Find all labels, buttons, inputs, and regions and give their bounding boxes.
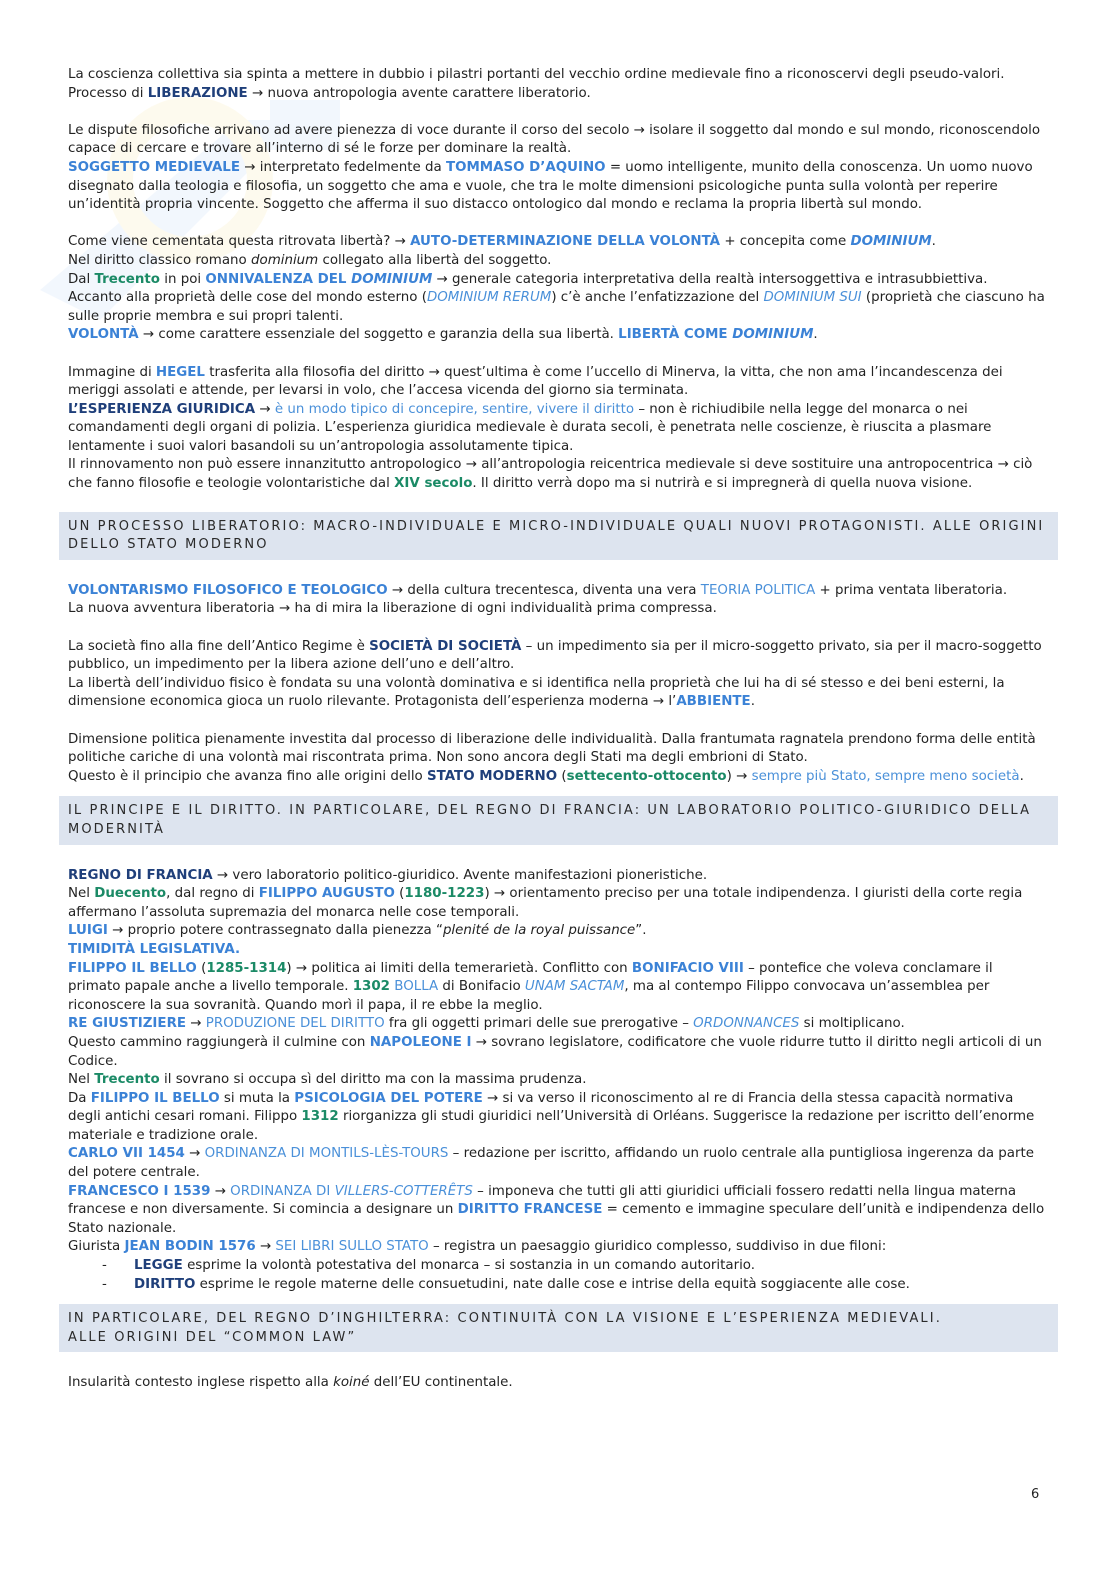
paragraph: Dimensione politica pienamente investita dal processo di liberazione delle individualità. Dalla frantumata ragnatela prendono forma delle entità politiche cariche di una volontà mai riscontrata prima. Non sono ancora degli Stati ma degli embrioni di Stato. — [68, 731, 1036, 766]
paragraph: Il rinnovamento non può essere innanzitutto antropologico → all’antropologia reicentrica medievale si deve sostituire una antropocentrica → ciò che fanno filosofie e teologie volontaristiche dal XIV secolo. Il diritto verrà dopo ma si nutrirà e si impregnerà di quella nuova visione. — [68, 457, 1033, 492]
paragraph: Accanto alla proprietà delle cose del mondo esterno (DOMINIUM RERUM) c’è anche l’enfatizzazione del DOMINIUM SUI (proprietà che ciascuno ha sulle proprie membra e sui propri talenti. — [68, 290, 1045, 324]
paragraph: La società fino alla fine dell’Antico Regime è SOCIETÀ DI SOCIETÀ – un impedimento sia per il micro-soggetto privato, sia per il macro-soggetto pubblico, un impedimento per la libera azione dell’uno e dell’altro. — [68, 638, 1042, 673]
paragraph: La libertà dell’individuo fisico è fondata su una volontà dominativa e si identifica nella proprietà che lui ha di sé stesso e dei beni esterni, la dimensione economica gioca un ruolo rilevante. Protagonista dell’esperienza moderna → l’ABBIENTE. — [68, 675, 1005, 710]
paragraph: TIMIDITÀ LEGISLATIVA. — [68, 941, 241, 957]
paragraph: Immagine di HEGEL trasferita alla filosofia del diritto → quest’ultima è come l’uccello di Minerva, la vitta, che non ama l’incandescenza dei meriggi assolati e attende, per levarsi in volo, che l’accesa vicenda del giorno sia terminata. — [68, 364, 1003, 399]
paragraph: FRANCESCO I 1539 → ORDINANZA DI VILLERS-COTTERÊTS – imponeva che tutti gli atti giuridici ufficiali fossero redatti nella lingua materna francese e non diversamente. Si comincia a designare un DIRITTO FRANCESE = cemento e immagine speculare dell’unità e indipendenza dello Stato nazionale. — [68, 1183, 1045, 1236]
section-heading: IL PRINCIPE E IL DIRITTO. IN PARTICOLARE, DEL REGNO DI FRANCIA: UN LABORATORIO POLITICO-GIURIDICO DELLA MODERNITÀ — [59, 796, 1058, 844]
paragraph: Questo cammino raggiungerà il culmine con NAPOLEONE I → sovrano legislatore, codificatore che vuole ridurre tutto il diritto negli articoli di un Codice. — [68, 1034, 1042, 1069]
paragraph: FILIPPO IL BELLO (1285-1314) → politica ai limiti della temerarietà. Conflitto con BONIFACIO VIII – pontefice che voleva conclamare il primato papale anche a livello temporale. 1302 BOLLA di Bonifacio UNAM SACTAM, ma al contempo Filippo convocava un’assemblea per riconoscere la sua sovranità. Quando morì il papa, il re ebbe la meglio. — [68, 960, 993, 1013]
paragraph: Da FILIPPO IL BELLO si muta la PSICOLOGIA DEL POTERE → si va verso il riconoscimento al re di Francia della stessa capacità normativa degli antichi cesari romani. Filippo 1312 riorganizza gli studi giuridici nell’Università di Orléans. Suggerisce la redazione per iscritto dell’enorme materiale e tradizione orale. — [68, 1090, 1035, 1143]
paragraph: LUIGI → proprio potere contrassegnato dalla pienezza “plenité de la royal puissance”. — [68, 923, 647, 939]
paragraph: Dal Trecento in poi ONNIVALENZA DEL DOMINIUM → generale categoria interpretativa della realtà intersoggettiva e intrasubbiettiva. — [68, 271, 988, 287]
paragraph: Nel Duecento, dal regno di FILIPPO AUGUSTO (1180-1223) → orientamento preciso per una totale indipendenza. I giuristi della corte regia affermano l’assoluta supremazia del monarca nelle cose temporali. — [68, 886, 1023, 920]
paragraph: VOLONTÀ → come carattere essenziale del soggetto e garanzia della sua libertà. LIBERTÀ COME DOMINIUM. — [68, 327, 818, 343]
paragraph: Come viene cementata questa ritrovata libertà? → AUTO-DETERMINAZIONE DELLA VOLONTÀ + concepita come DOMINIUM. — [68, 234, 936, 250]
paragraph: Giurista JEAN BODIN 1576 → SEI LIBRI SULLO STATO – registra un paesaggio giuridico complesso, suddiviso in due filoni: — [68, 1239, 887, 1255]
paragraph: Nel diritto classico romano dominium collegato alla libertà del soggetto. — [68, 252, 552, 268]
paragraph: Nel Trecento il sovrano si occupa sì del diritto ma con la massima prudenza. — [68, 1072, 587, 1088]
paragraph: RE GIUSTIZIERE → PRODUZIONE DEL DIRITTO fra gli oggetti primari delle sue prerogative – ORDONNANCES si moltiplicano. — [68, 1016, 905, 1032]
paragraph: SOGGETTO MEDIEVALE → interpretato fedelmente da TOMMASO D’AQUINO = uomo intelligente, munito della conoscenza. Un uomo nuovo disegnato dalla teologia e filosofia, un soggetto che ama e vuole, che tra le molte dimensioni psicologiche punta sulla volontà per reperire un’identità propria vincente. Soggetto che afferma il suo distacco ontologico dal mondo e reclama la propria libertà sul mondo. — [68, 159, 1033, 213]
paragraph: Le dispute filosofiche arrivano ad avere pienezza di voce durante il corso del secolo → isolare il soggetto dal mondo e sul mondo, riconoscendolo capace di cercare e trovare all’interno di sé le forze per dominare la realtà. — [68, 122, 1041, 157]
bullet-list — [68, 1257, 1049, 1294]
list-item: - DIRITTO esprime le regole materne delle consuetudini, nate dalle cose e intrise della equità soggiacente alle cose. — [102, 1276, 1049, 1295]
section-heading-line: ALLE ORIGINI DEL “COMMON LAW” — [68, 1329, 357, 1345]
paragraph: La nuova avventura liberatoria → ha di mira la liberazione di ogni individualità prima compressa. — [68, 601, 717, 617]
section-heading — [59, 1304, 1058, 1352]
paragraph: Processo di LIBERAZIONE → nuova antropologia avente carattere liberatorio. — [68, 85, 591, 101]
paragraph: Insularità contesto inglese rispetto alla koiné dell’EU continentale. — [68, 1375, 513, 1391]
paragraph: L’ESPERIENZA GIURIDICA → è un modo tipico di concepire, sentire, vivere il diritto – non è richiudibile nella legge del monarca o nei comandamenti degli organi di polizia. L’esperienza giuridica medievale è durata secoli, è penetrata nelle coscienze, è riuscita a plasmare lentamente i suoi valori basandoli su un’antropologia assolutamente tipica. — [68, 401, 992, 454]
paragraph: VOLONTARISMO FILOSOFICO E TEOLOGICO → della cultura trecentesca, diventa una vera TEORIA POLITICA + prima ventata liberatoria. — [68, 582, 1008, 598]
section-heading-line: IN PARTICOLARE, DEL REGNO D’INGHILTERRA: CONTINUITÀ CON LA VISIONE E L’ESPERIENZA MEDIEVALI. — [68, 1311, 942, 1327]
document-body — [68, 66, 1049, 1393]
paragraph: REGNO DI FRANCIA → vero laboratorio politico-giuridico. Avente manifestazioni pioneristiche. — [68, 867, 708, 883]
paragraph: La coscienza collettiva sia spinta a mettere in dubbio i pilastri portanti del vecchio ordine medievale fino a riconoscervi degli pseudo-valori. — [68, 67, 1005, 82]
paragraph: Questo è il principio che avanza fino alle origini dello STATO MODERNO (settecento-ottocento) → sempre più Stato, sempre meno società. — [68, 768, 1024, 784]
section-heading: UN PROCESSO LIBERATORIO: MACRO-INDIVIDUALE E MICRO-INDIVIDUALE QUALI NUOVI PROTAGONISTI. ALLE ORIGINI DELLO STATO MODERNO — [59, 512, 1058, 560]
page-number: 6 — [1031, 1487, 1040, 1502]
paragraph: CARLO VII 1454 → ORDINANZA DI MONTILS-LÈS-TOURS – redazione per iscritto, affidando un ruolo centrale alla puntigliosa ingerenza da parte del potere centrale. — [68, 1146, 1034, 1181]
list-item: - LEGGE esprime la volontà potestativa del monarca – si sostanzia in un comando autoritario. — [102, 1257, 1049, 1276]
